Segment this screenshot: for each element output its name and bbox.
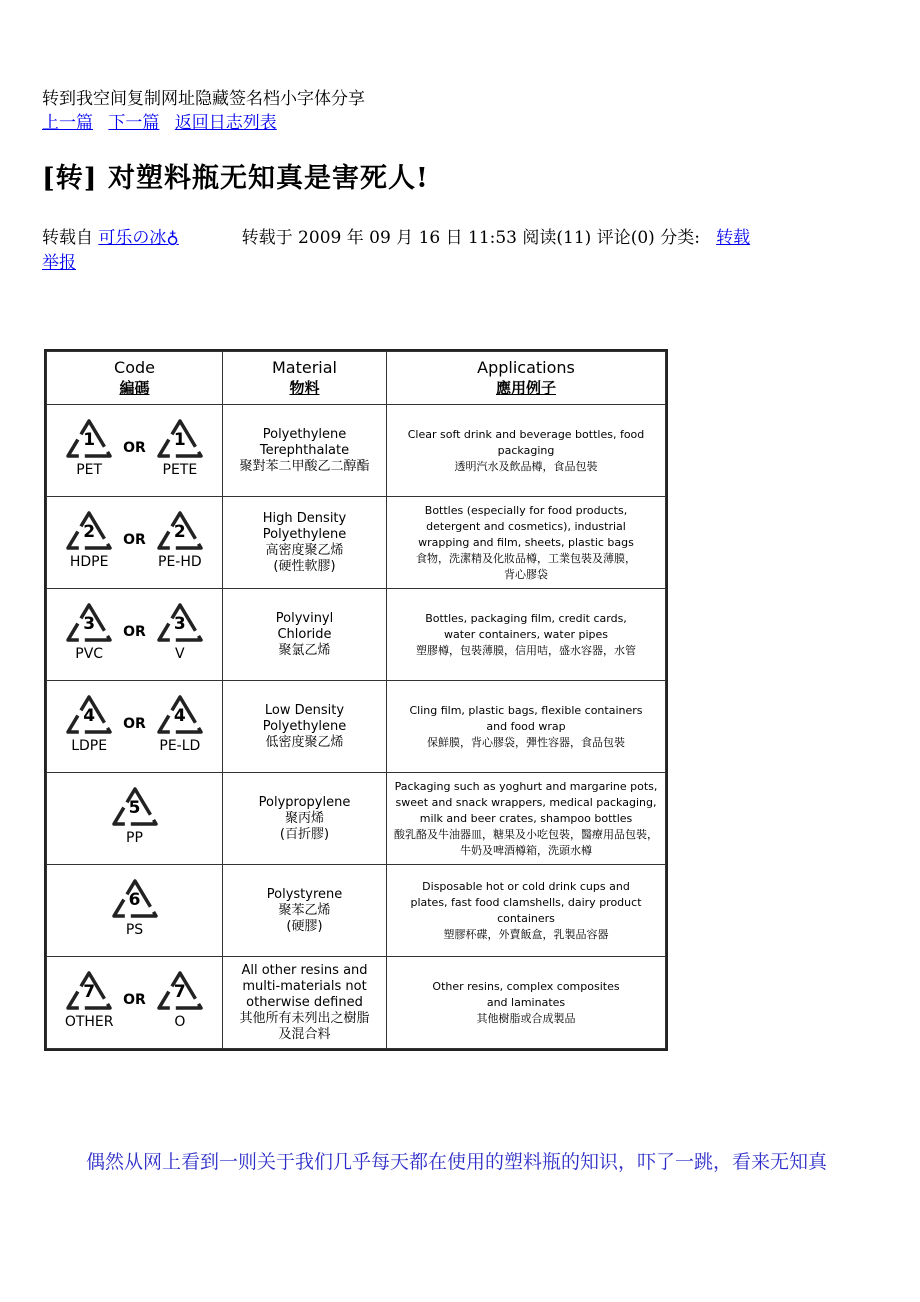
or-label: OR xyxy=(123,439,146,456)
recycling-triangle-icon xyxy=(152,602,208,664)
or-label: OR xyxy=(123,623,146,640)
material-cell: Polypropylene 聚丙烯 (百折膠) xyxy=(223,773,387,865)
material-cell: Polyvinyl Chloride 聚氯乙烯 xyxy=(223,589,387,681)
resin-code-number: 3 xyxy=(173,613,186,634)
or-label: OR xyxy=(123,991,146,1008)
material-cell: High Density Polyethylene 高密度聚乙烯 (硬性軟膠) xyxy=(223,497,387,589)
table-header xyxy=(387,352,666,405)
prev-post-link[interactable]: 上一篇 xyxy=(42,113,93,133)
resin-code-number: 3 xyxy=(83,613,96,634)
recycling-triangle-icon xyxy=(152,694,208,756)
post-title: [转] 对塑料瓶无知真是害死人! xyxy=(42,163,429,194)
post-nav xyxy=(42,108,287,133)
resin-abbreviation: PE-HD xyxy=(158,553,202,570)
resin-code-number: 6 xyxy=(128,889,141,910)
recycling-triangle-icon xyxy=(152,418,208,480)
application-cell: Cling film, plastic bags, flexible containers and food wrap 保鮮膜，背心膠袋，彈性容器，食品包裝 xyxy=(387,681,666,773)
header-cn: 物料 xyxy=(289,379,320,397)
resin-code-number: 7 xyxy=(83,981,96,1002)
resin-abbreviation: PE-LD xyxy=(159,737,201,754)
resin-code-number: 4 xyxy=(83,705,96,726)
application-cell: Clear soft drink and beverage bottles, food packaging 透明汽水及飲品樽，食品包裝 xyxy=(387,405,666,497)
table-row xyxy=(47,405,666,497)
recycling-triangle-icon xyxy=(152,510,208,572)
source-author-link[interactable]: 可乐の冰♁ xyxy=(98,228,179,248)
application-cell: Other resins, complex composites and laminates 其他樹脂或合成製品 xyxy=(387,957,666,1049)
source-label: 转载自 xyxy=(42,228,93,248)
application-cell: Packaging such as yoghurt and margarine pots, sweet and snack wrappers, medical packaging, milk and beer crates, shampoo bottles 酸乳酪及牛油器皿，糖果及小吃包裝，醫療用品包裝， 牛奶及啤酒樽箱，洗頭水樽 xyxy=(387,773,666,865)
table-header xyxy=(223,352,387,405)
table-row xyxy=(47,681,666,773)
table-row xyxy=(47,957,666,1049)
post-paragraph: 偶然从网上看到一则关于我们几乎每天都在使用的塑料瓶的知识，吓了一跳，看来无知真 xyxy=(86,1151,828,1173)
share-toolbar[interactable]: 转到我空间复制网址隐藏签名档小字体分享 xyxy=(42,89,365,109)
recycling-triangle-icon xyxy=(107,786,163,848)
code-cell xyxy=(47,773,223,865)
resin-code-number: 1 xyxy=(83,429,96,450)
header-en: Material xyxy=(272,358,337,377)
next-post-link[interactable]: 下一篇 xyxy=(108,113,160,133)
or-label: OR xyxy=(123,715,146,732)
resin-abbreviation: LDPE xyxy=(71,737,108,754)
plastic-codes-table xyxy=(46,351,666,1049)
material-cell: All other resins and multi-materials not otherwise defined 其他所有未列出之樹脂 及混合料 xyxy=(223,957,387,1049)
header-cn: 編碼 xyxy=(119,379,150,397)
back-to-list-link[interactable]: 返回日志列表 xyxy=(174,113,277,133)
resin-code-number: 1 xyxy=(173,429,186,450)
resin-abbreviation: PP xyxy=(126,829,143,846)
material-cell: Low Density Polyethylene 低密度聚乙烯 xyxy=(223,681,387,773)
recycling-triangle-icon xyxy=(61,970,117,1032)
header-en: Code xyxy=(114,358,155,377)
header-cn: 應用例子 xyxy=(495,379,556,397)
resin-abbreviation: O xyxy=(174,1013,186,1030)
code-cell xyxy=(47,865,223,957)
material-cell: Polystyrene 聚苯乙烯 (硬膠) xyxy=(223,865,387,957)
table-row xyxy=(47,497,666,589)
recycling-triangle-icon xyxy=(61,510,117,572)
repost-info: 转载于 2009 年 09 月 16 日 11:53 阅读(11) 评论(0) 分类: xyxy=(241,228,700,248)
recycling-triangle-icon xyxy=(61,418,117,480)
resin-abbreviation: OTHER xyxy=(64,1013,114,1030)
material-cell: Polyethylene Terephthalate 聚對苯二甲酸乙二醇酯 xyxy=(223,405,387,497)
code-cell xyxy=(47,497,223,589)
resin-code-number: 7 xyxy=(173,981,186,1002)
table-row xyxy=(47,589,666,681)
resin-abbreviation: PET xyxy=(76,461,103,478)
table-row xyxy=(47,773,666,865)
recycling-triangle-icon xyxy=(152,970,208,1032)
code-cell xyxy=(47,681,223,773)
resin-abbreviation: PETE xyxy=(162,461,198,478)
resin-abbreviation: HDPE xyxy=(69,553,109,570)
post-meta xyxy=(42,223,750,248)
resin-code-number: 5 xyxy=(128,797,141,818)
resin-code-number: 4 xyxy=(173,705,186,726)
recycling-triangle-icon xyxy=(61,602,117,664)
recycling-triangle-icon xyxy=(61,694,117,756)
code-cell xyxy=(47,957,223,1049)
resin-abbreviation: PS xyxy=(125,921,144,938)
resin-abbreviation: PVC xyxy=(75,645,104,662)
application-cell: Disposable hot or cold drink cups and plates, fast food clamshells, dairy product containers 塑膠杯碟，外賣飯盒，乳製品容器 xyxy=(387,865,666,957)
header-en: Applications xyxy=(477,358,575,377)
table-row xyxy=(47,865,666,957)
application-cell: Bottles, packaging film, credit cards, water containers, water pipes 塑膠樽，包裝薄膜，信用咭，盛水容器，水管 xyxy=(387,589,666,681)
category-link[interactable]: 转载 xyxy=(716,228,751,248)
application-cell: Bottles (especially for food products, detergent and cosmetics), industrial wrapping and film, sheets, plastic bags 食物，洗潔精及化妝品樽，工業包裝及薄膜， 背心膠袋 xyxy=(387,497,666,589)
resin-code-number: 2 xyxy=(83,521,96,542)
plastic-codes-table-image xyxy=(44,349,668,1051)
report-link[interactable]: 举报 xyxy=(42,253,76,273)
or-label: OR xyxy=(123,531,146,548)
resin-code-number: 2 xyxy=(173,521,186,542)
recycling-triangle-icon xyxy=(107,878,163,940)
code-cell xyxy=(47,589,223,681)
code-cell xyxy=(47,405,223,497)
table-header xyxy=(47,352,223,405)
resin-abbreviation: V xyxy=(175,645,185,662)
